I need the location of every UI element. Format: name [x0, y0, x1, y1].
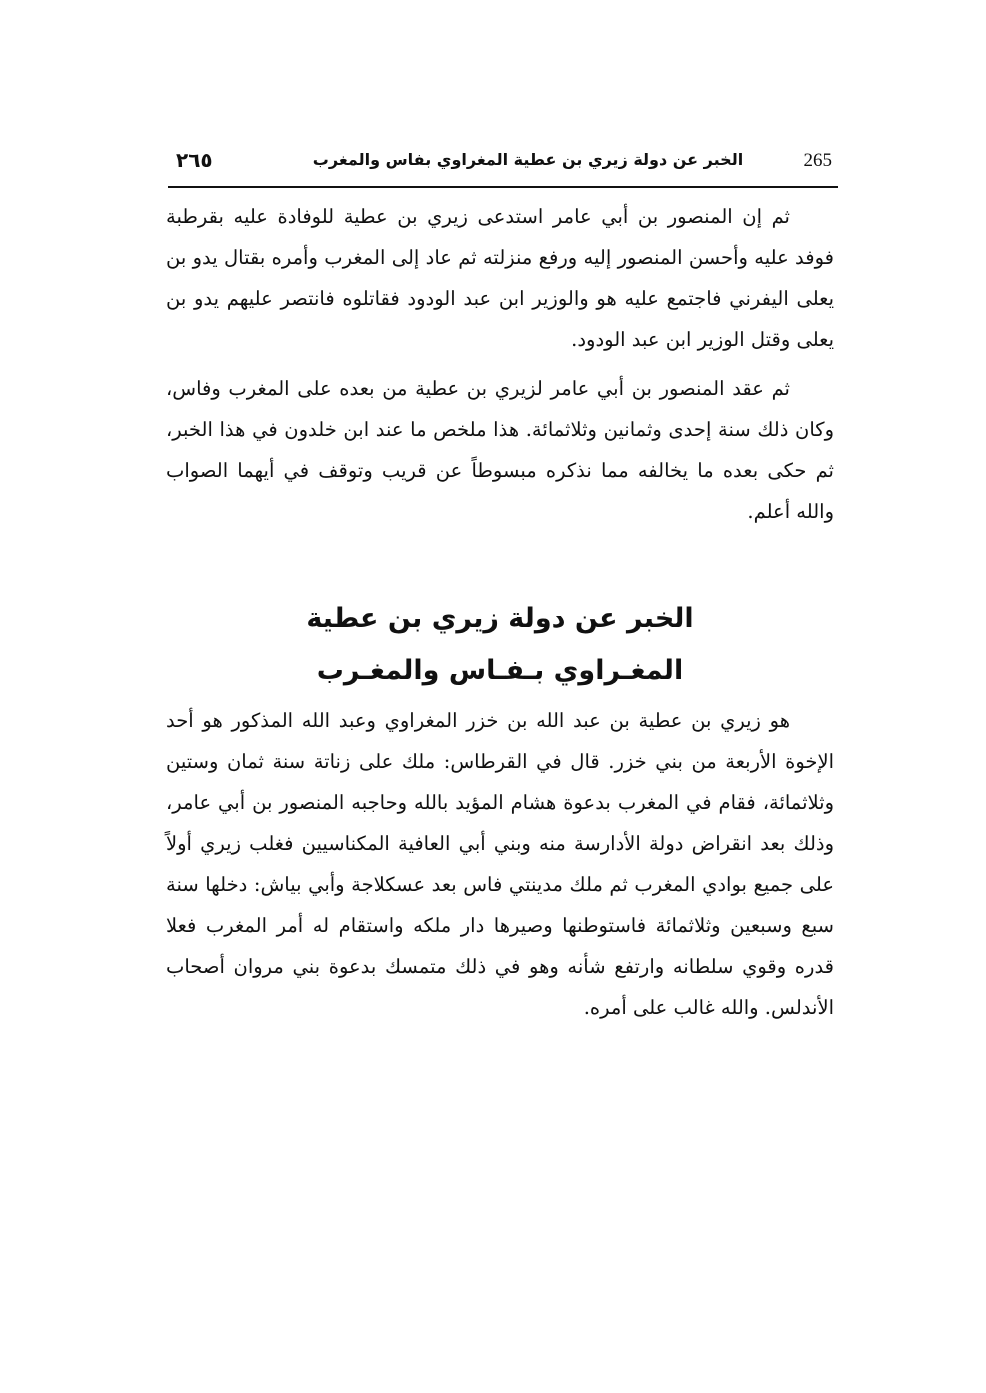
paragraph: ثم عقد المنصور بن أبي عامر لزيري بن عطية من بعده على المغرب وفاس، وكان ذلك سنة إحدى وثمانين وثلاثمائة. هذا ملخص ما عند ابن خلدون في هذا الخبر، ثم حكى بعده ما يخالفه مما نذكره مبسوطاً عن قريب وتوقف في أيهما الصواب والله أعلم.	[166, 377, 834, 523]
running-header	[168, 140, 838, 188]
page-number: 265	[803, 150, 832, 171]
paragraph-block-2	[166, 368, 834, 532]
paragraph: هو زيري بن عطية بن عبد الله بن خزر المغراوي وعبد الله المذكور هو أحد الإخوة الأربعة من بني خزر. قال في القرطاس: ملك على زناتة سنة ثمان وستين وثلاثمائة، فقام في المغرب بدعوة هشام المؤيد بالله وحاجبه المنصور بن أبي عامر، وذلك بعد انقراض دولة الأدارسة منه وبني أبي العافية المكناسيين فغلب زيري أولاً على جميع بوادي المغرب ثم ملك مدينتي فاس بعد عسكلاجة وأبي بياش: دخلها سنة سبع وسبعين وثلاثمائة فاستوطنها وصيرها دار ملكه واستقام له أمر المغرب فعلا قدره وقوي سلطانه وارتفع شأنه وهو في ذلك متمسك بدعوة بني مروان أصحاب الأندلس. والله غالب على أمره.	[166, 709, 834, 1019]
paragraph-block-1	[166, 196, 834, 360]
section-title-line-2: المغـراوي بـفـاس والمغـرب	[316, 655, 684, 686]
page-number-arabic: ٢٦٥	[176, 148, 213, 172]
section-title-line-1: الخبر عن دولة زيري بن عطية	[306, 603, 694, 634]
running-title: الخبر عن دولة زيري بن عطية المغراوي بفاس والمغرب	[312, 150, 744, 169]
section-body	[166, 700, 834, 1028]
paragraph: ثم إن المنصور بن أبي عامر استدعى زيري بن عطية للوفادة عليه بقرطبة فوفد عليه وأحسن المنصور إليه ورفع منزلته ثم عاد إلى المغرب وأمره بقتال يدو بن يعلى اليفرني فاجتمع عليه هو والوزير ابن عبد الودود فقاتلوه فانتصر عليهم يدو بن يعلى وقتل الوزير ابن عبد الودود.	[166, 205, 834, 351]
